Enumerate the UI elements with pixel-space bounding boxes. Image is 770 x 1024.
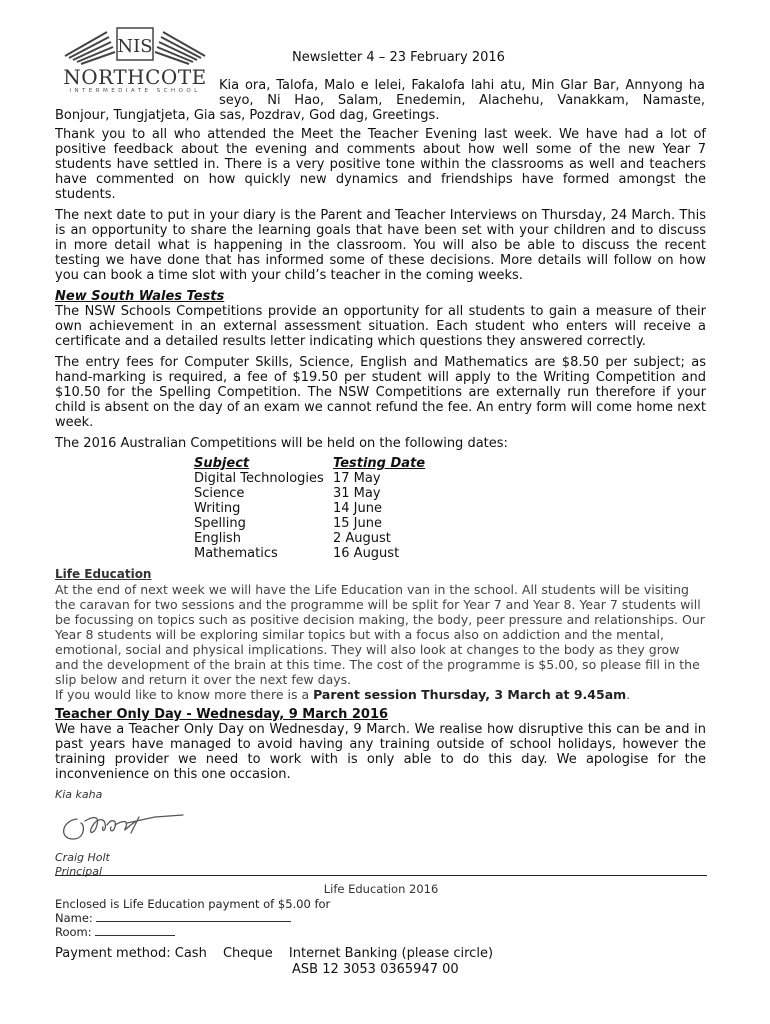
table-cell: Writing bbox=[194, 501, 241, 516]
book-emblem-icon bbox=[55, 24, 215, 66]
table-cell: Mathematics bbox=[194, 546, 278, 561]
table-header-subject: Subject bbox=[194, 456, 250, 471]
table-cell: Spelling bbox=[194, 516, 246, 531]
table-cell: 2 August bbox=[333, 531, 391, 546]
payment-method-cash[interactable]: Payment method: Cash bbox=[55, 946, 207, 961]
payment-method-internet[interactable]: Internet Banking (please circle) bbox=[288, 946, 494, 961]
room-blank[interactable] bbox=[95, 925, 175, 936]
payment-method-row bbox=[55, 946, 505, 962]
intro-paragraph-2: The next date to put in your diary is the Parent and Teacher Interviews on Thursday, 24 March. This is an opportunity to share the learning goals that have been set with your children and to discuss in more detail what is happening in the classroom. You will also be able to discuss the recent testing we have done that has informed some of these decisions. More details will follow on how you can book a time slot with your child’s teacher in the coming weeks. bbox=[55, 208, 706, 283]
table-cell: 14 June bbox=[333, 501, 382, 516]
nsw-paragraph-2: The entry fees for Computer Skills, Science, English and Mathematics are $8.50 per subject; as hand-marking is required, a fee of $19.50 per student will apply to the Writing Competition and $10.50 for the Spelling Competition. The NSW Competitions are externally run therefore if your child is absent on the day of an exam we cannot refund the fee. An entry form will come home next week. bbox=[55, 355, 706, 430]
table-cell: 17 May bbox=[333, 471, 381, 486]
life-paragraph-1: At the end of next week we will have the Life Education van in the school. All students will be visiting the caravan for two sessions and the programme will be split for Year 7 and Year 8. Year 7 students will be focussing on topics such as positive decision making, the body, peer pressure and relationships. Our Year 8 students will be exploring similar topics but with a focus also on addiction and the mental, emotional, social and physical implications. They will also look at changes to the body as they grow and the development of the brain at this time. The cost of the programme is $5.00, so please fill in the slip below and return it over the next few days. bbox=[55, 582, 705, 687]
teacher-only-day-paragraph: We have a Teacher Only Day on Wednesday, 9 March. We realise how disruptive this can be and in past years have managed to avoid having any training outside of school holidays, however the training provider we need to work with is only able to do this day. We apologise for the inconvenience on this one occasion. bbox=[55, 722, 706, 782]
payment-method-cheque[interactable]: Cheque bbox=[222, 946, 273, 961]
table-cell: Science bbox=[194, 486, 245, 501]
name-blank[interactable] bbox=[96, 911, 291, 922]
newsletter-issue: Newsletter 4 – 23 February 2016 bbox=[292, 50, 505, 65]
closing-phrase: Kia kaha bbox=[55, 788, 103, 801]
payment-slip bbox=[55, 897, 330, 939]
life-p2-suffix: . bbox=[626, 687, 631, 702]
table-cell: 15 June bbox=[333, 516, 382, 531]
intro-paragraph-1: Thank you to all who attended the Meet the Teacher Evening last week. We have had a lot of positive feedback about the evening and comments about how well some of the new Year 7 students have settled in. There is a very positive tone within the classrooms as well and teachers have commented on how quickly new dynamics and friendships have formed amongst the students. bbox=[55, 127, 706, 202]
bank-account-number: ASB 12 3053 0365947 00 bbox=[292, 962, 459, 977]
room-label: Room: bbox=[55, 925, 92, 939]
greeting-line-1: Kia ora, Talofa, Malo e lelei, Fakalofa lahi atu, Min Glar Bar, Annyong ha seyo, Ni Hao, Salam, Enedemin, Alachehu, Vanakkam, Namaste, bbox=[219, 78, 705, 108]
life-heading: Life Education bbox=[55, 567, 152, 581]
life-p2-prefix: If you would like to know more there is a bbox=[55, 687, 314, 702]
nsw-paragraph-3: The 2016 Australian Competitions will be held on the following dates: bbox=[55, 436, 508, 451]
school-subtitle: INTERMEDIATE SCHOOL bbox=[69, 88, 201, 94]
table-header-date: Testing Date bbox=[333, 456, 426, 471]
table-cell: Digital Technologies bbox=[194, 471, 324, 486]
newsletter-body bbox=[55, 127, 706, 879]
table-header-row bbox=[194, 456, 425, 471]
slip-room-row bbox=[55, 925, 330, 939]
table-cell: English bbox=[194, 531, 241, 546]
nsw-paragraph-1: The NSW Schools Competitions provide an opportunity for all students to gain a measure of their own achievement in an external assessment situation. Each student who enters will receive a certificate and a detailed results letter indicating which questions they answered correctly. bbox=[55, 304, 706, 349]
table-row bbox=[194, 546, 425, 561]
principal-role: Principal bbox=[55, 865, 103, 878]
school-name: NORTHCOTE bbox=[63, 65, 207, 89]
life-education-section bbox=[55, 567, 706, 702]
principal-name: Craig Holt bbox=[55, 851, 110, 864]
table-cell: 31 May bbox=[333, 486, 381, 501]
table-cell: 16 August bbox=[333, 546, 400, 561]
table-row bbox=[194, 516, 425, 531]
slip-name-row bbox=[55, 911, 330, 925]
teacher-only-day-heading: Teacher Only Day - Wednesday, 9 March 2016 bbox=[55, 707, 389, 722]
life-paragraph-2 bbox=[55, 687, 706, 702]
table-row bbox=[194, 486, 425, 501]
table-row bbox=[194, 501, 425, 516]
greeting-line-2: Bonjour, Tungjatjeta, Gia sas, Pozdrav, God dag, Greetings. bbox=[55, 108, 440, 123]
tear-off-divider bbox=[55, 875, 707, 876]
table-row bbox=[194, 471, 425, 486]
slip-title: Life Education 2016 bbox=[323, 882, 439, 896]
slip-line-1: Enclosed is Life Education payment of $5.00 for bbox=[55, 897, 331, 911]
parent-session-highlight: Parent session Thursday, 3 March at 9.45am bbox=[313, 687, 627, 702]
nsw-heading: New South Wales Tests bbox=[55, 289, 225, 304]
name-label: Name: bbox=[55, 911, 93, 925]
table-row bbox=[194, 531, 425, 546]
principal-signature bbox=[55, 801, 706, 851]
logo-monogram: NIS bbox=[117, 36, 153, 57]
greeting bbox=[55, 78, 705, 123]
competition-dates-table bbox=[194, 456, 425, 561]
signature-icon bbox=[55, 801, 195, 851]
